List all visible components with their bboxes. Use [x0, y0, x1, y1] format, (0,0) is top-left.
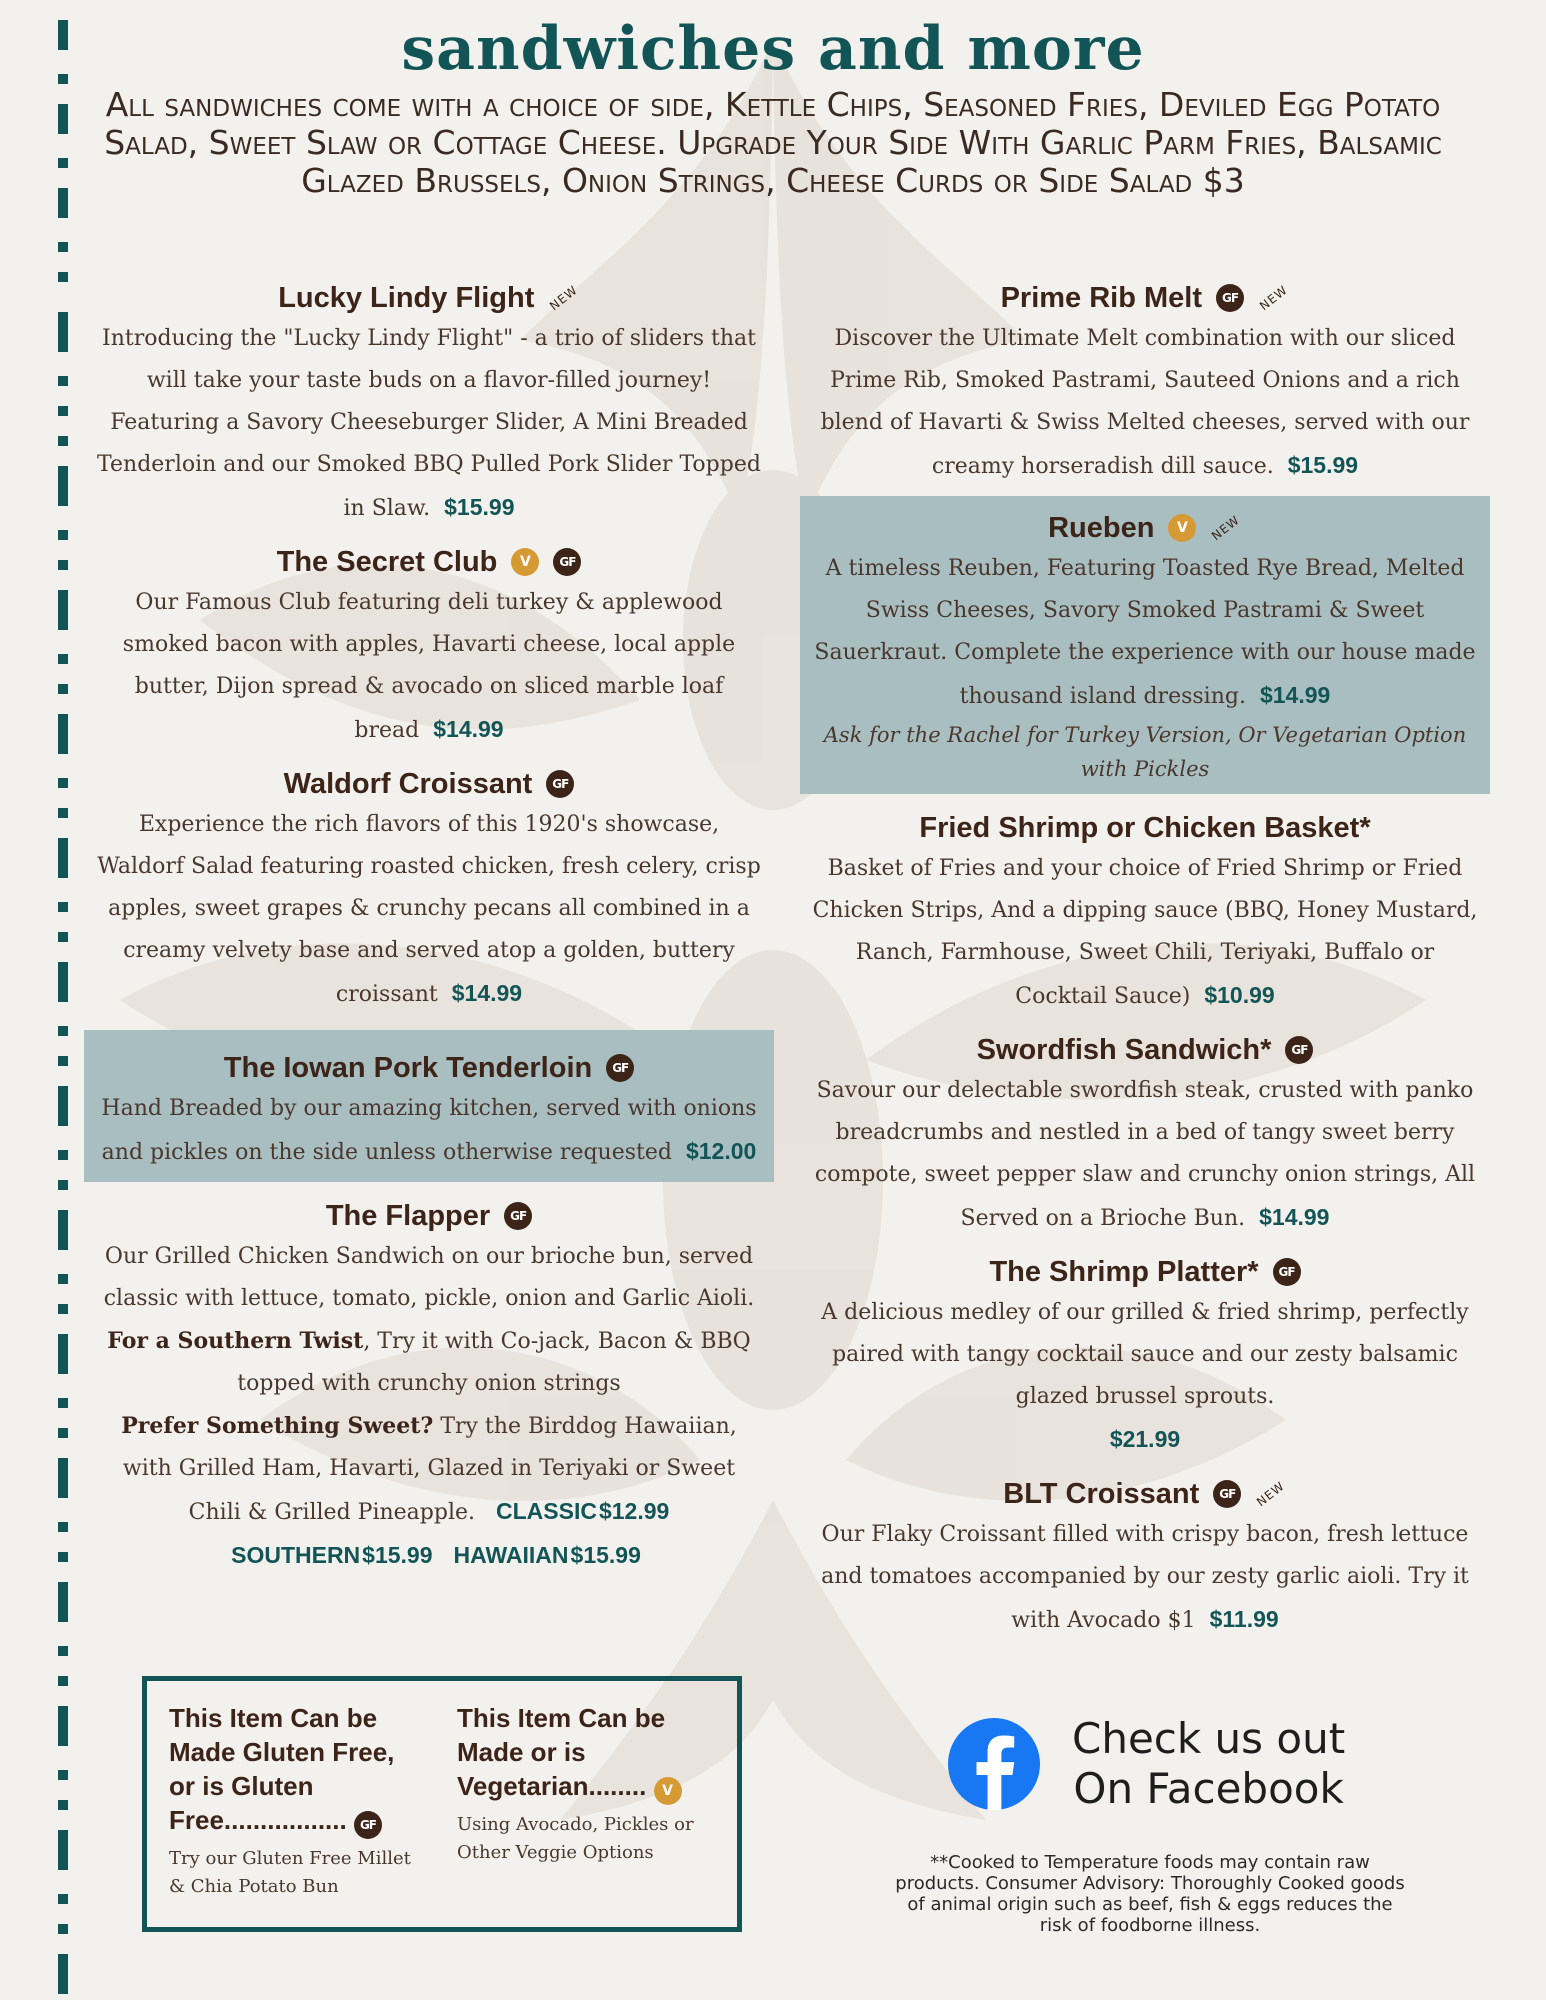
item-description: Experience the rich flavors of this 1920's showcase, Waldorf Salad featuring roasted chicken, fresh celery, crisp apples, sweet grapes & crunchy pecans all combined in a creamy velvety base and served atop a golden, buttery croissant $14.99: [97, 812, 761, 1007]
item-price: $12.00: [685, 1138, 757, 1164]
item-name: Waldorf Croissant: [283, 768, 533, 800]
item-description: Discover the Ultimate Melt combination with our sliced Prime Rib, Smoked Pastrami, Sauteed Onions and a rich blend of Havarti & Swiss Melted cheeses, served with our creamy horseradish dill sauce. $15.99: [820, 326, 1470, 479]
gluten-free-icon: GF: [1273, 1258, 1301, 1286]
new-tag: NEW: [547, 282, 581, 314]
item-description: A timeless Reuben, Featuring Toasted Rye Bread, Melted Swiss Cheeses, Savory Smoked Pastrami & Sweet Sauerkraut. Complete the experience with our house made thousand island dressing. $14.99: [814, 556, 1476, 709]
item-header: [96, 1048, 762, 1088]
gluten-free-icon: GF: [1213, 1480, 1241, 1508]
item-name: BLT Croissant: [1003, 1478, 1200, 1510]
item-name: Lucky Lindy Flight: [278, 282, 535, 314]
menu-item-fried-basket: [800, 804, 1490, 1026]
item-name: The Iowan Pork Tenderloin: [223, 1052, 593, 1084]
item-header: [812, 508, 1478, 548]
gluten-free-icon: GF: [1285, 1036, 1313, 1064]
gluten-free-icon: GF: [504, 1202, 532, 1230]
item-header: [812, 1252, 1478, 1292]
item-description: A delicious medley of our grilled & fried shrimp, perfectly paired with tangy cocktail sauce and our zesty balsamic glazed brussel sprouts. $21.99: [821, 1300, 1469, 1452]
item-name: Swordfish Sandwich*: [976, 1034, 1272, 1066]
vegetarian-icon: V: [511, 548, 539, 576]
price-label-classic: CLASSIC: [496, 1498, 597, 1524]
item-header: [96, 278, 762, 318]
item-header: [812, 1474, 1478, 1514]
gluten-free-icon: GF: [546, 770, 574, 798]
menu-item-waldorf-croissant: [84, 760, 774, 1024]
item-price: $14.99: [451, 980, 523, 1006]
item-header: [96, 1196, 762, 1236]
price-label-southern: SOUTHERN: [231, 1542, 361, 1568]
item-price: $14.99: [433, 716, 504, 742]
item-name: Fried Shrimp or Chicken Basket*: [919, 812, 1371, 844]
item-header: [96, 542, 762, 582]
item-description: Basket of Fries and your choice of Fried Shrimp or Fried Chicken Strips, And a dipping sauce (BBQ, Honey Mustard, Ranch, Farmhouse, Sweet Chili, Teriyaki, Buffalo or Cocktail Sauce) $10.99: [812, 856, 1478, 1009]
facebook-icon[interactable]: [948, 1718, 1040, 1810]
facebook-line-2: On Facebook: [1073, 1764, 1344, 1813]
item-header: [96, 764, 762, 804]
menu-item-rueben: [800, 496, 1490, 794]
southern-twist-lead: For a Southern Twist: [107, 1328, 364, 1354]
item-description: Our Grilled Chicken Sandwich on our brioche bun, served classic with lettuce, tomato, pickle, onion and Garlic Aioli. For a Southern Twist, Try it with Co-jack, Bacon & BBQ topped with crunchy onion strings Prefer Something Sweet? Try the Birddog Hawaiian, with Grilled Ham, Havarti, Glazed in Teriyaki or Sweet Chili & Grilled Pineapple. CLASSIC$12.99 SOUTHERN$15.99 HAWAIIAN$15.99: [103, 1244, 755, 1568]
item-name: Rueben: [1048, 512, 1155, 544]
menu-item-swordfish: [800, 1026, 1490, 1248]
gluten-free-icon: GF: [354, 1811, 382, 1839]
dietary-legend: [142, 1676, 742, 1932]
item-price: $10.99: [1204, 982, 1275, 1008]
menu-item-blt-croissant: [800, 1470, 1490, 1650]
menu-item-flapper: [84, 1192, 774, 1586]
item-description: Our Famous Club featuring deli turkey & applewood smoked bacon with apples, Havarti cheese, local apple butter, Dijon spread & avocado on sliced marble loaf bread $14.99: [122, 590, 736, 743]
item-description: Introducing the "Lucky Lindy Flight" - a trio of sliders that will take your taste buds on a flavor-filled journey! Featuring a Savory Cheeseburger Slider, A Mini Breaded Tenderloin and our Smoked BBQ Pulled Pork Slider Topped in Slaw. $15.99: [97, 326, 761, 521]
page-title: sandwiches and more: [401, 14, 1145, 84]
new-tag: NEW: [1257, 282, 1291, 314]
item-price: $14.99: [1259, 1204, 1330, 1230]
legend-v-note: Using Avocado, Pickles or Other Veggie Options: [457, 1814, 694, 1863]
legend-gf-note: Try our Gluten Free Millet & Chia Potato Bun: [169, 1848, 411, 1897]
left-column: [84, 274, 774, 1586]
item-name: The Flapper: [325, 1200, 491, 1232]
item-description: Hand Breaded by our amazing kitchen, served with onions and pickles on the side unless otherwise requested $12.00: [101, 1096, 757, 1165]
item-description: Savour our delectable swordfish steak, crusted with panko breadcrumbs and nestled in a bed of tangy sweet berry compote, sweet pepper slaw and crunchy onion strings, All Served on a Brioche Bun. $14.99: [814, 1078, 1476, 1231]
dashed-border: [58, 20, 68, 2000]
menu-item-prime-rib-melt: [800, 274, 1490, 496]
legend-v-heading: This Item Can be Made or is Vegetarian........ V: [457, 1701, 715, 1805]
legend-vegetarian: [457, 1701, 715, 1907]
legend-gluten-free: [169, 1701, 427, 1907]
item-description: Our Flaky Croissant filled with crispy bacon, fresh lettuce and tomatoes accompanied by our zesty garlic aioli. Try it with Avocado $1 $11.99: [821, 1522, 1469, 1633]
something-sweet-lead: Prefer Something Sweet?: [121, 1413, 434, 1439]
gluten-free-icon: GF: [1216, 284, 1244, 312]
vegetarian-icon: V: [654, 1777, 682, 1805]
facebook-line-1: Check us out: [1072, 1714, 1346, 1763]
item-price: $21.99: [1109, 1426, 1181, 1452]
item-name: The Secret Club: [276, 546, 498, 578]
menu-item-secret-club: [84, 538, 774, 760]
new-tag: NEW: [1209, 512, 1243, 544]
right-column: [800, 274, 1490, 1650]
price-classic: $12.99: [598, 1498, 670, 1524]
item-price: $15.99: [444, 494, 515, 520]
vegetarian-icon: V: [1168, 514, 1196, 542]
item-note: Ask for the Rachel for Turkey Version, Or Vegetarian Option with Pickles: [823, 723, 1467, 781]
price-southern: $15.99: [362, 1542, 433, 1568]
price-label-hawaiian: HAWAIIAN: [453, 1542, 569, 1568]
item-price: $14.99: [1259, 682, 1331, 708]
legend-gf-heading: This Item Can be Made Gluten Free, or is Gluten Free................. GF: [169, 1701, 427, 1839]
price-hawaiian: $15.99: [570, 1542, 641, 1568]
item-name: Prime Rib Melt: [1000, 282, 1202, 314]
menu-item-iowan-tenderloin: [84, 1030, 774, 1182]
facebook-callout[interactable]: [948, 1714, 1345, 1814]
item-name: The Shrimp Platter*: [989, 1256, 1259, 1288]
item-price: $15.99: [1287, 452, 1359, 478]
menu-item-lucky-lindy: [84, 274, 774, 538]
item-header: [812, 1030, 1478, 1070]
facebook-text[interactable]: [1072, 1714, 1345, 1814]
item-price: $11.99: [1209, 1606, 1279, 1632]
menu-item-shrimp-platter: [800, 1248, 1490, 1470]
item-header: [812, 278, 1478, 318]
gluten-free-icon: GF: [606, 1054, 634, 1082]
item-header: [812, 808, 1478, 848]
new-tag: NEW: [1254, 1478, 1288, 1510]
consumer-advisory: **Cooked to Temperature foods may contain raw products. Consumer Advisory: Thoroughly Cooked goods of animal origin such as beef, fish & eggs reduces the risk of foodborne illness.: [895, 1852, 1405, 1936]
gluten-free-icon: GF: [553, 548, 581, 576]
sides-intro: All sandwiches come with a choice of side, Kettle Chips, Seasoned Fries, Deviled Egg Potato Salad, Sweet Slaw or Cottage Cheese. Upgrade Your Side With Garlic Parm Fries, Balsamic Glazed Brussels, Onion Strings, Cheese Curds or Side Salad $3: [104, 85, 1442, 200]
